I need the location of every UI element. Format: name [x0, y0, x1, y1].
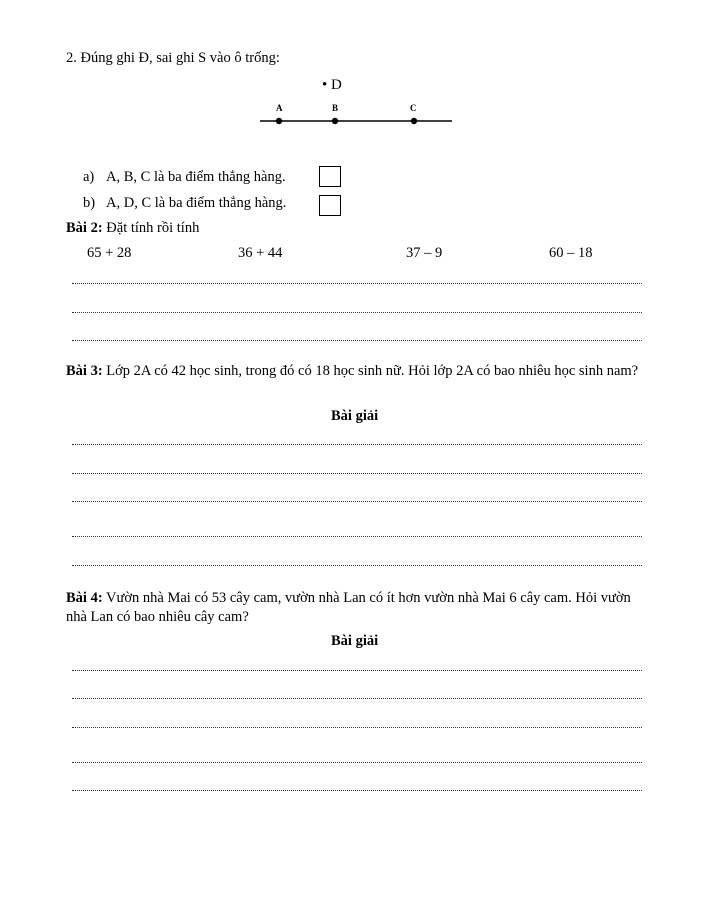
- answer-line[interactable]: [72, 312, 642, 313]
- expression-3: 37 – 9: [406, 245, 443, 261]
- expression-1: 65 + 28: [87, 245, 132, 261]
- answer-line[interactable]: [72, 536, 642, 537]
- item-b-text: A, D, C là ba điểm thẳng hàng.: [106, 195, 287, 211]
- answer-line[interactable]: [72, 340, 642, 341]
- point-c-dot: [411, 118, 417, 124]
- answer-line[interactable]: [72, 670, 642, 671]
- bai-4-solution-heading: Bài giải: [331, 633, 379, 649]
- item-a-marker: a): [83, 169, 95, 185]
- expression-2: 36 + 44: [238, 245, 283, 261]
- point-a-dot: [276, 118, 282, 124]
- answer-line[interactable]: [72, 444, 642, 445]
- item-b-marker: b): [83, 195, 96, 211]
- bai-4-text: Vườn nhà Mai có 53 cây cam, vườn nhà Lan có ít hơn vườn nhà Mai 6 cây cam. Hỏi vườn nhà Lan có bao nhiêu cây cam?: [66, 590, 631, 625]
- answer-box-a[interactable]: [319, 166, 341, 187]
- bai-3-problem: [66, 362, 646, 381]
- bai-2-text: Đặt tính rồi tính: [102, 220, 200, 236]
- line-segment: [255, 112, 455, 130]
- answer-line[interactable]: [72, 698, 642, 699]
- point-c-label: C: [410, 103, 417, 113]
- answer-line[interactable]: [72, 565, 642, 566]
- answer-line[interactable]: [72, 501, 642, 502]
- answer-box-b[interactable]: [319, 195, 341, 216]
- bai-3-label: Bài 3:: [66, 363, 103, 379]
- point-b-label: B: [332, 103, 339, 113]
- answer-line[interactable]: [72, 473, 642, 474]
- answer-line[interactable]: [72, 762, 642, 763]
- answer-line[interactable]: [72, 727, 642, 728]
- bai-4-label: Bài 4:: [66, 590, 103, 606]
- point-b-dot: [332, 118, 338, 124]
- question-2-title: 2. Đúng ghi Đ, sai ghi S vào ô trống:: [66, 50, 280, 66]
- answer-line[interactable]: [72, 790, 642, 791]
- bai-2-heading: [66, 220, 199, 237]
- answer-line[interactable]: [72, 283, 642, 284]
- bai-2-label: Bài 2:: [66, 220, 103, 236]
- point-d-label: • D: [322, 77, 342, 93]
- bai-3-solution-heading: Bài giải: [331, 408, 379, 424]
- point-a-label: A: [276, 103, 283, 113]
- item-a-text: A, B, C là ba điểm thẳng hàng.: [106, 169, 286, 185]
- expression-4: 60 – 18: [549, 245, 593, 261]
- bai-3-text: Lớp 2A có 42 học sinh, trong đó có 18 học sinh nữ. Hỏi lớp 2A có bao nhiêu học sinh nam?: [102, 363, 639, 379]
- bai-4-problem: [66, 589, 646, 627]
